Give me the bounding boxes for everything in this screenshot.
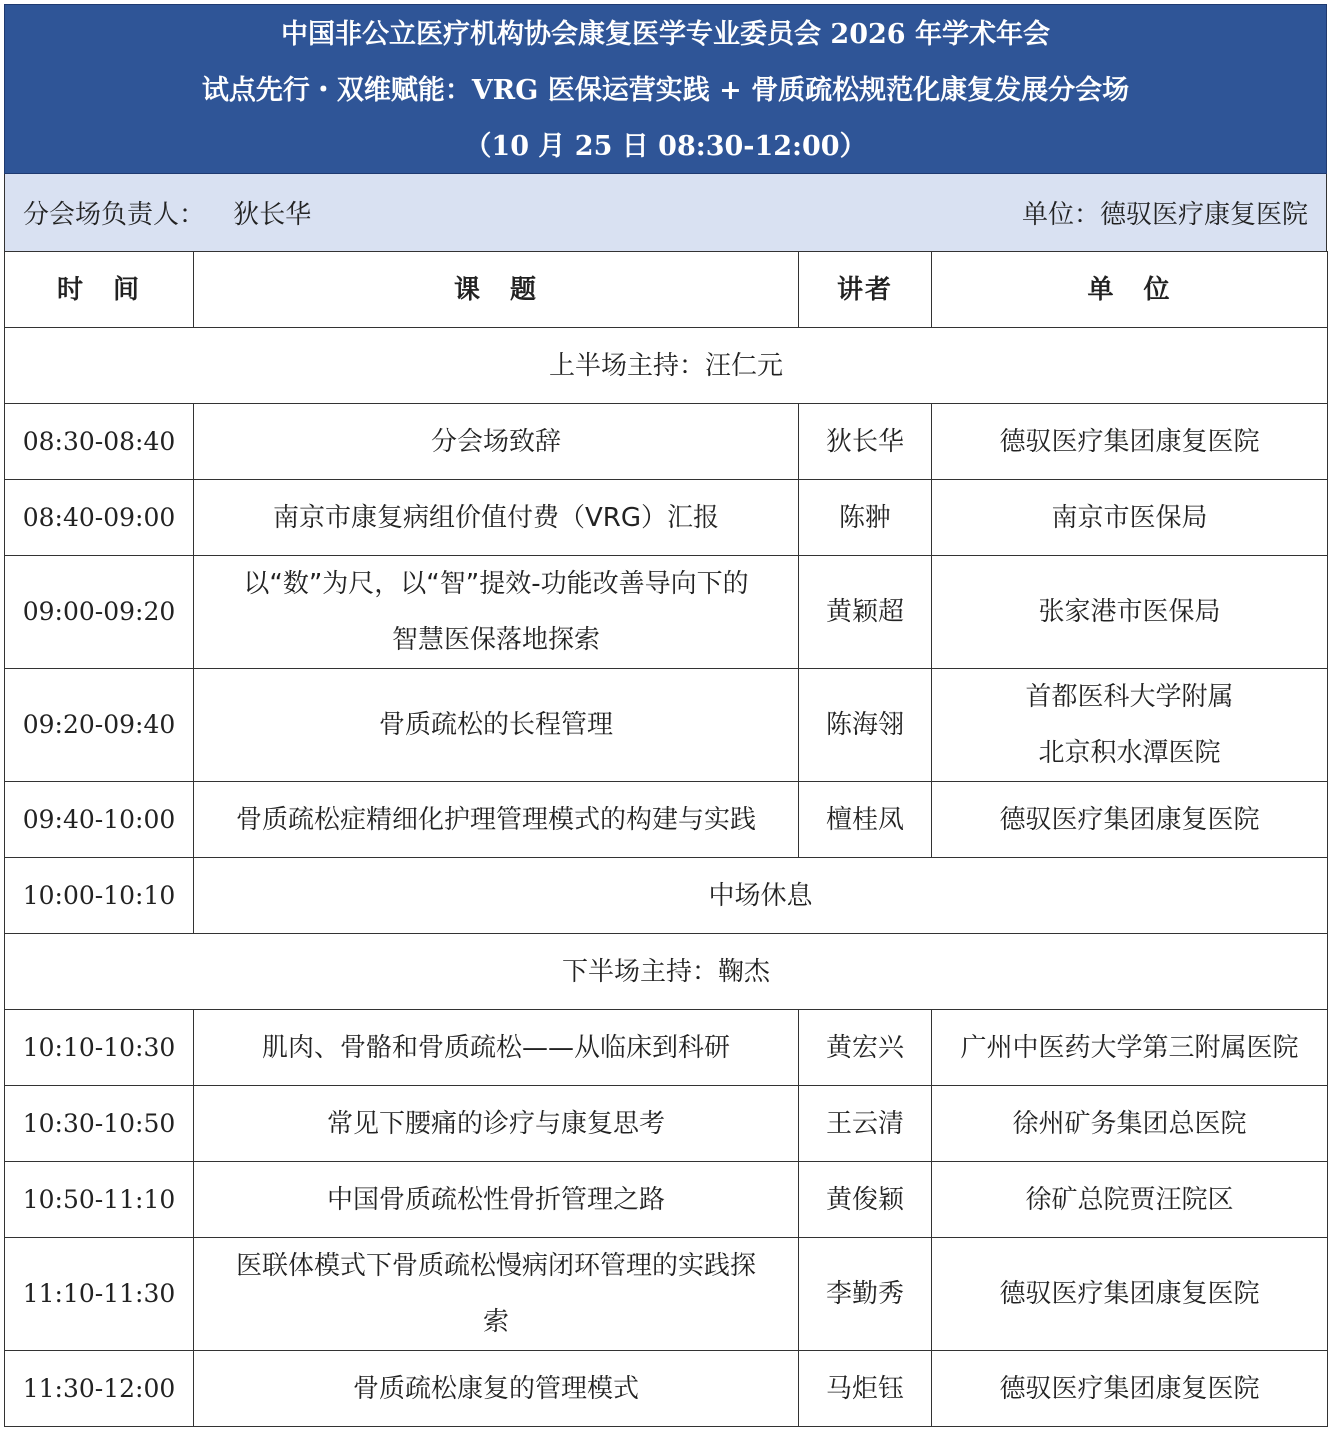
unit-cell <box>932 404 1328 480</box>
unit-cell-text: 张家港市医保局 <box>1038 597 1221 627</box>
unit-cell <box>932 1010 1328 1086</box>
time-cell <box>5 1010 194 1086</box>
table-row <box>5 669 1328 782</box>
time-cell-text: 09:40-10:00 <box>22 804 176 834</box>
topic-cell-text: 肌肉、骨骼和骨质疏松——从临床到科研 <box>261 1032 730 1063</box>
time-cell-text: 11:30-12:00 <box>22 1373 176 1403</box>
first-half-host: 上半场主持：汪仁元 <box>5 328 1328 404</box>
time-cell-text: 10:10-10:30 <box>22 1032 176 1062</box>
table-row <box>5 480 1328 556</box>
topic-cell-text: 索 <box>482 1307 509 1337</box>
time-cell-text: 10:50-11:10 <box>22 1184 176 1214</box>
topic-cell-text: 中国骨质疏松性骨折管理之路 <box>326 1184 665 1215</box>
unit-cell-text: 北京积水潭医院 <box>1038 738 1221 768</box>
speaker-cell <box>799 669 932 782</box>
topic-cell <box>194 480 799 556</box>
unit-cell <box>932 480 1328 556</box>
speaker-cell-text: 陈海翎 <box>825 710 904 740</box>
break-time-text: 10:00-10:10 <box>22 880 176 910</box>
topic-cell <box>194 1010 799 1086</box>
topic-cell <box>194 1351 799 1427</box>
unit-cell-text: 徐矿总院贾汪院区 <box>1025 1184 1234 1215</box>
break-row <box>5 858 1328 934</box>
time-cell <box>5 480 194 556</box>
speaker-cell-text: 狄长华 <box>825 426 904 457</box>
table-row <box>5 782 1328 858</box>
conference-title: 中国非公立医疗机构协会康复医学专业委员会 2026 年学术年会 <box>281 19 1050 50</box>
speaker-cell <box>799 1162 932 1238</box>
speaker-cell-text: 王云清 <box>825 1108 904 1139</box>
topic-cell <box>194 1238 799 1351</box>
time-cell-text: 11:10-11:30 <box>22 1279 176 1308</box>
table-header-row <box>5 252 1328 328</box>
speaker-cell-text: 黄宏兴 <box>825 1032 904 1063</box>
unit-cell-text: 德驭医疗集团康复医院 <box>999 804 1260 835</box>
topic-cell-text: 分会场致辞 <box>430 426 561 457</box>
unit-cell-text: 南京市医保局 <box>1051 502 1208 533</box>
topic-cell-text: 南京市康复病组价值付费（VRG）汇报 <box>273 502 719 533</box>
unit-cell-text: 德驭医疗集团康复医院 <box>999 1279 1260 1309</box>
speaker-cell <box>799 404 932 480</box>
speaker-cell-text: 檀桂凤 <box>825 804 904 835</box>
table-row <box>5 1238 1328 1351</box>
col-header-topic: 课 题 <box>194 252 799 328</box>
speaker-cell <box>799 1351 932 1427</box>
speaker-cell <box>799 1086 932 1162</box>
time-cell-text: 09:00-09:20 <box>22 597 176 626</box>
time-cell-text: 09:20-09:40 <box>22 710 176 739</box>
col-header-speaker: 讲者 <box>799 252 932 328</box>
session-title: 试点先行・双维赋能：VRG 医保运营实践 + 骨质疏松规范化康复发展分会场 <box>201 75 1130 106</box>
topic-cell <box>194 556 799 669</box>
time-cell <box>5 404 194 480</box>
unit-cell <box>932 556 1328 669</box>
speaker-cell-text: 黄俊颖 <box>825 1184 904 1215</box>
unit-cell-text: 广州中医药大学第三附属医院 <box>960 1032 1299 1063</box>
table-row <box>5 1010 1328 1086</box>
time-cell <box>5 1162 194 1238</box>
schedule-document <box>4 4 1327 1427</box>
speaker-cell <box>799 556 932 669</box>
session-leader <box>23 194 311 231</box>
second-half-host-text: 下半场主持：鞠杰 <box>561 956 770 987</box>
unit-cell-text: 徐州矿务集团总医院 <box>1012 1108 1247 1139</box>
schedule-table <box>4 251 1328 1427</box>
topic-cell-text: 医联体模式下骨质疏松慢病闭环管理的实践探 <box>235 1251 756 1281</box>
col-header-time: 时 间 <box>5 252 194 328</box>
table-row <box>5 1162 1328 1238</box>
topic-cell <box>194 404 799 480</box>
table-row <box>5 1086 1328 1162</box>
leader-name: 狄长华 <box>233 200 312 230</box>
time-cell <box>5 669 194 782</box>
unit-cell <box>932 782 1328 858</box>
speaker-cell-text: 马炬钰 <box>825 1373 904 1404</box>
time-cell <box>5 1238 194 1351</box>
unit-cell <box>932 1351 1328 1427</box>
unit-name: 德驭医疗康复医院 <box>1099 200 1308 230</box>
speaker-cell-text: 陈翀 <box>838 502 891 533</box>
unit-cell-text: 德驭医疗集团康复医院 <box>999 426 1260 457</box>
schedule-body <box>5 328 1328 1427</box>
topic-cell-text: 骨质疏松症精细化护理管理模式的构建与实践 <box>235 804 756 835</box>
speaker-cell <box>799 1010 932 1086</box>
topic-cell-text: 常见下腰痛的诊疗与康复思考 <box>326 1108 665 1139</box>
speaker-cell-text: 李勤秀 <box>825 1279 904 1309</box>
second-half-host <box>5 934 1328 1010</box>
topic-cell <box>194 782 799 858</box>
speaker-cell <box>799 480 932 556</box>
break-label-text: 中场休息 <box>708 880 813 911</box>
time-cell-text: 10:30-10:50 <box>22 1108 176 1138</box>
unit-cell <box>932 669 1328 782</box>
time-cell <box>5 1086 194 1162</box>
time-cell-text: 08:40-09:00 <box>22 502 176 532</box>
speaker-cell <box>799 1238 932 1351</box>
time-cell-text: 08:30-08:40 <box>22 426 176 456</box>
session-unit <box>1022 194 1308 231</box>
time-cell <box>5 556 194 669</box>
table-row <box>5 404 1328 480</box>
unit-cell-text: 德驭医疗集团康复医院 <box>999 1373 1260 1404</box>
time-cell <box>5 782 194 858</box>
header-banner <box>4 4 1327 174</box>
topic-cell-text: 智慧医保落地探索 <box>391 625 600 655</box>
unit-label: 单位： <box>1021 200 1100 230</box>
unit-cell <box>932 1238 1328 1351</box>
topic-cell-text: 骨质疏松的长程管理 <box>378 710 613 740</box>
speaker-cell <box>799 782 932 858</box>
time-cell <box>5 1351 194 1427</box>
session-info-bar <box>4 174 1327 251</box>
unit-cell <box>932 1162 1328 1238</box>
host-row-second-half <box>5 934 1328 1010</box>
topic-cell-text: 骨质疏松康复的管理模式 <box>352 1373 639 1404</box>
break-label <box>194 858 1328 934</box>
unit-cell-text: 首都医科大学附属 <box>1025 682 1234 712</box>
col-header-unit: 单 位 <box>932 252 1328 328</box>
speaker-cell-text: 黄颖超 <box>825 597 904 627</box>
leader-label: 分会场负责人： <box>23 200 206 230</box>
table-row <box>5 556 1328 669</box>
table-row <box>5 1351 1328 1427</box>
topic-cell <box>194 669 799 782</box>
topic-cell <box>194 1162 799 1238</box>
session-date: （10 月 25 日 08:30-12:00） <box>464 131 867 162</box>
topic-cell <box>194 1086 799 1162</box>
unit-cell <box>932 1086 1328 1162</box>
host-row-first-half <box>5 328 1328 404</box>
topic-cell-text: 以“数”为尺，以“智”提效-功能改善导向下的 <box>243 569 749 599</box>
break-time <box>5 858 194 934</box>
